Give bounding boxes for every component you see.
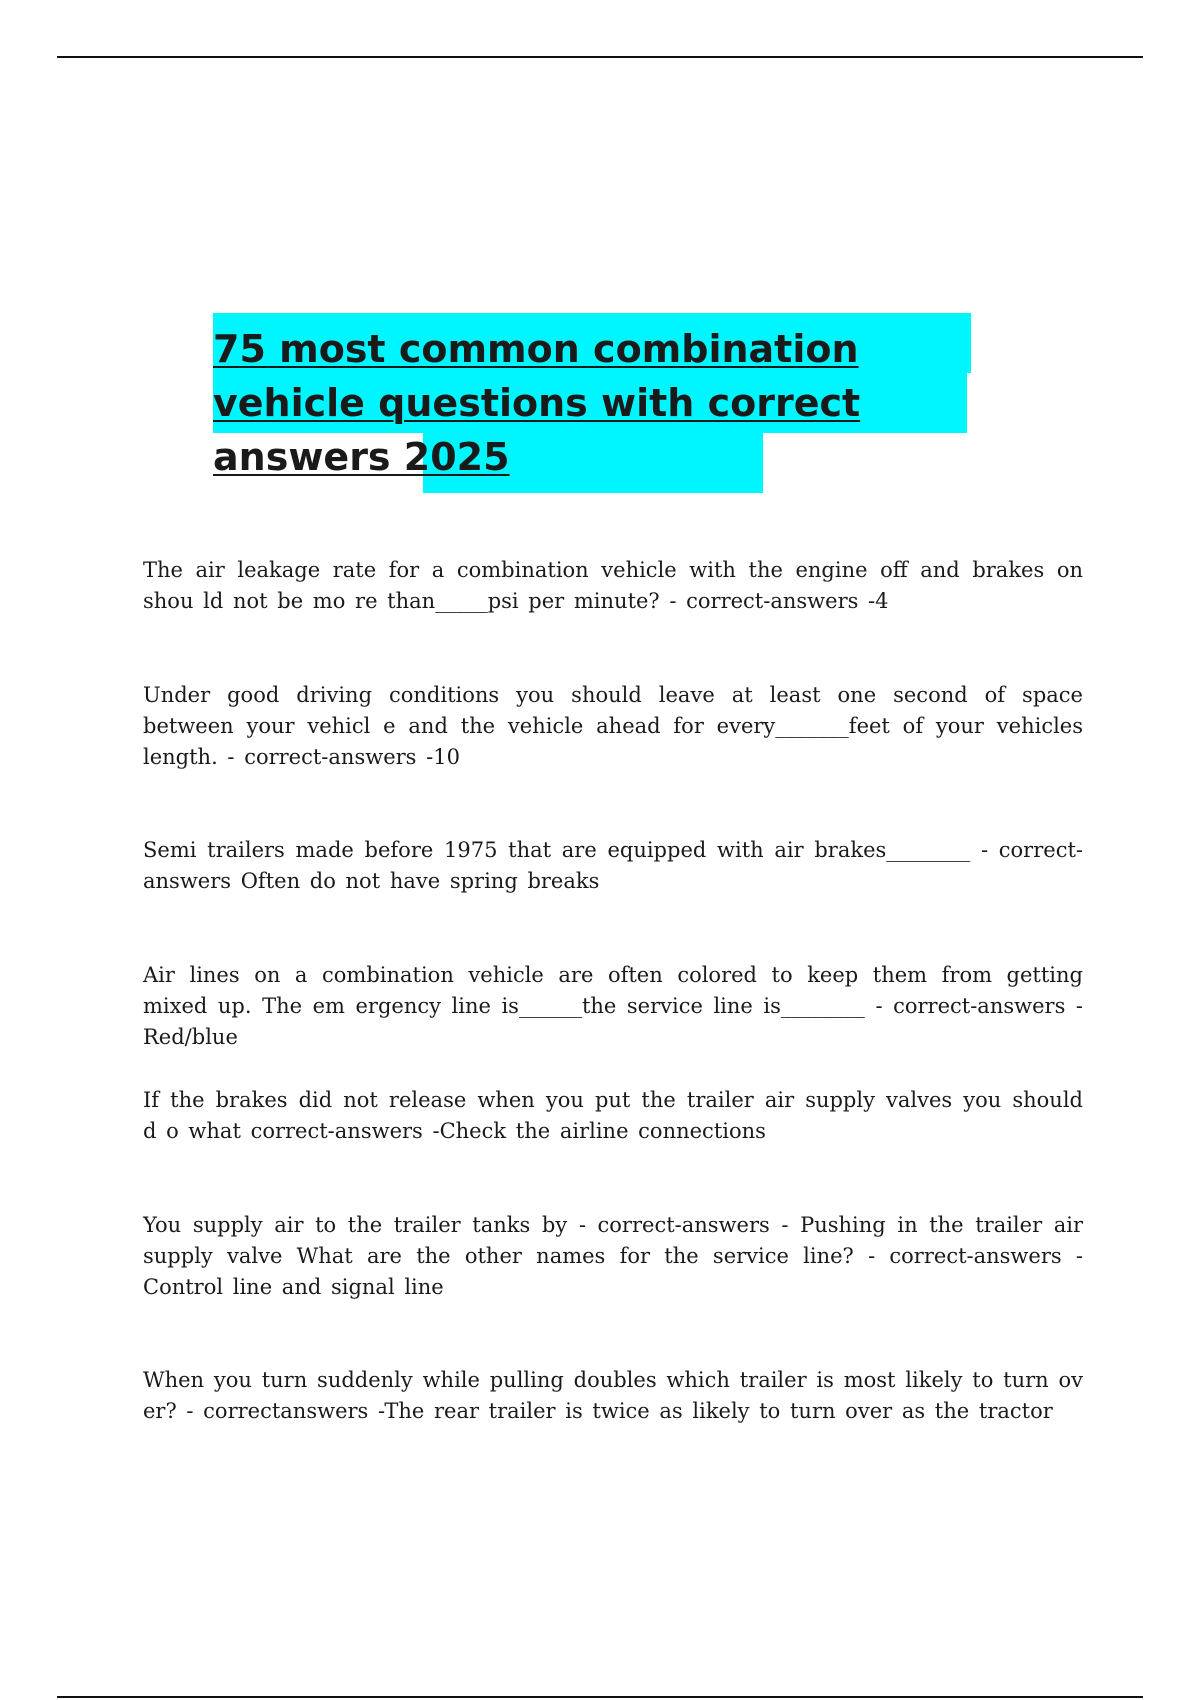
question-5: If the brakes did not release when you put the trailer air supply valves you should d o what correct-answers -Check the airline connections [143,1088,1083,1143]
question-1: The air leakage rate for a combination vehicle with the engine off and brakes on shou ld not be mo re than_____psi per minute? - correct-answers -4 [143,558,1083,613]
top-rule [57,56,1143,58]
question-2: Under good driving conditions you should leave at least one second of space between your vehicl e and the vehicle ahead for every_______feet of your vehicles length. - correct-answers -10 [143,683,1083,769]
question-7: When you turn suddenly while pulling doubles which trailer is most likely to turn ov er? - correctanswers -The rear trailer is twice as likely to turn over as the tractor [143,1368,1083,1423]
question-3: Semi trailers made before 1975 that are equipped with air brakes________ - correct-answers Often do not have spring breaks [143,838,1083,893]
document-title: 75 most common combination vehicle questions with correct answers 2025 [213,327,861,479]
bottom-rule [57,1696,1143,1698]
question-4: Air lines on a combination vehicle are often colored to keep them from getting mixed up. The em ergency line is______the service line is________ - correct-answers -Red/blue [143,963,1083,1049]
question-6: You supply air to the trailer tanks by - correct-answers - Pushing in the trailer air supply valve What are the other names for the service line? - correct-answers -Control line and signal line [143,1213,1083,1299]
